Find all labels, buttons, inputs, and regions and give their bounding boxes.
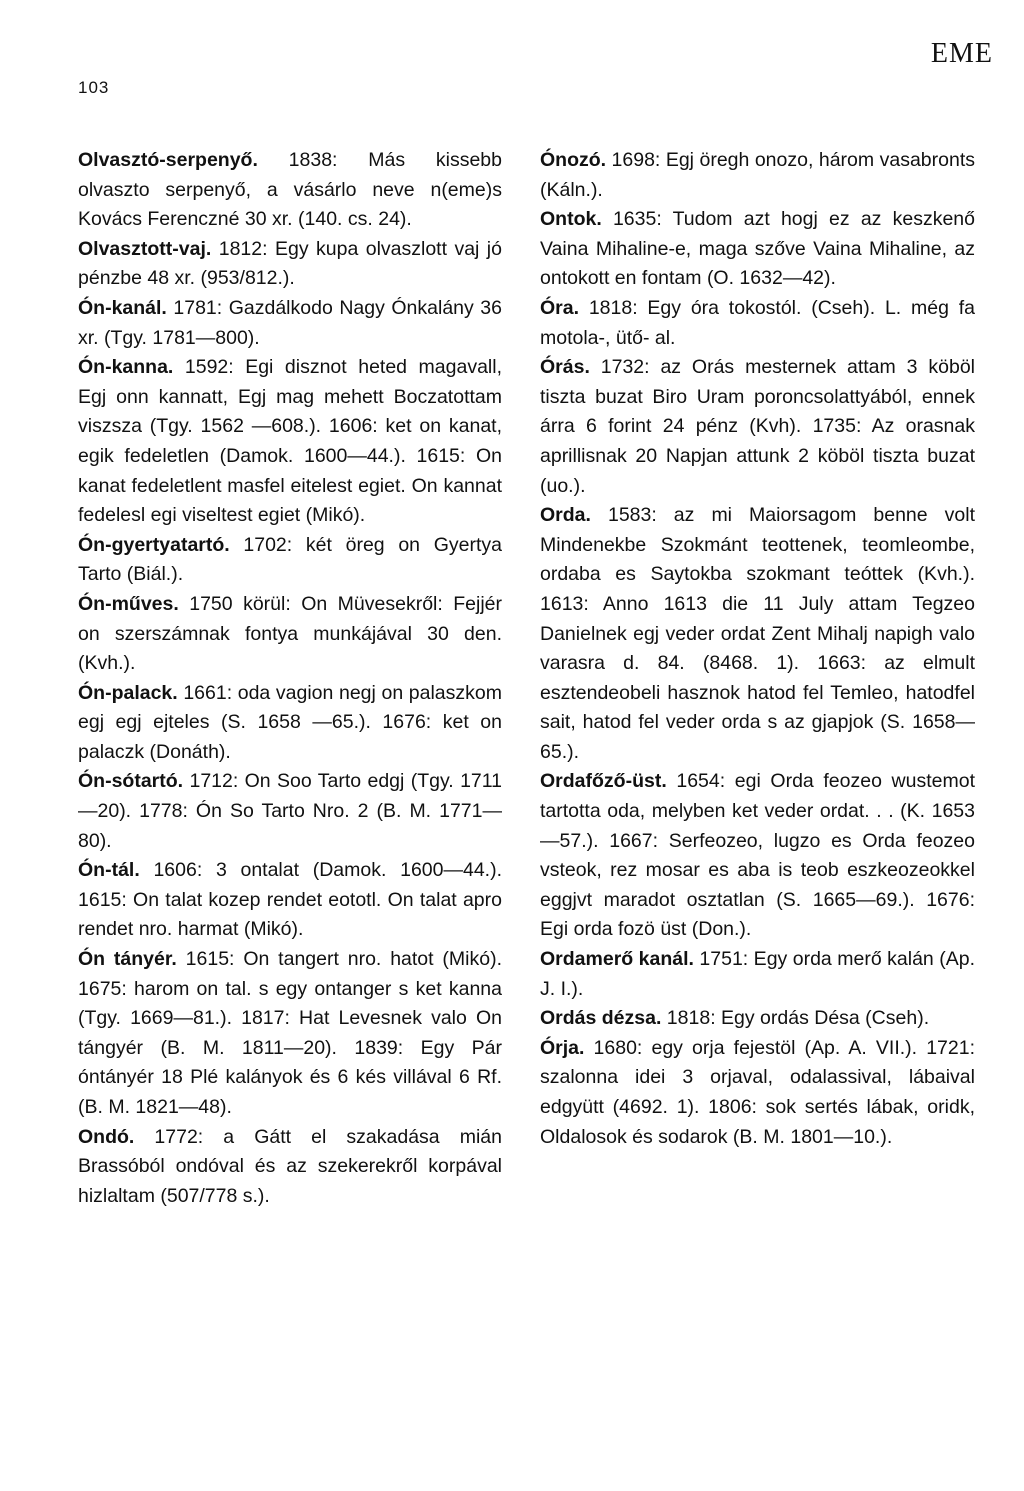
entry-headword: Ontok. <box>540 208 602 231</box>
entry-headword: Olvasztott-vaj. <box>78 237 212 260</box>
dictionary-entry <box>540 205 975 294</box>
entry-headword: Ordás dézsa. <box>540 1007 662 1030</box>
dictionary-entry <box>78 235 502 294</box>
dictionary-entry <box>78 1123 502 1212</box>
entry-text: 1818: Egy ordás Désa (Cseh). <box>661 1007 930 1030</box>
entry-text: 1698: Egj öregh onozo, három vasabronts (Káln.). <box>540 149 975 201</box>
right-column <box>540 146 975 1152</box>
entry-headword: Órja. <box>540 1036 585 1059</box>
entry-headword: Ón-kanna. <box>78 356 174 379</box>
entry-headword: Ón-műves. <box>78 592 179 615</box>
dictionary-entry <box>78 945 502 1123</box>
entry-text: 1615: On tangert nro. hatot (Mikó). 1675: harom on tal. s egy ontanger s ket kanna (Tgy. 1669—81.). 1817: Hat Levesnek valo On tángyér (B. M. 1811—20). 1839: Egy Pár óntányér 18 Plé kalányok és 6 kés villával 6 Rf. (B. M. 1821—48). <box>78 948 502 1118</box>
entry-text: 1592: Egi disznot heted magavall, Egj onn kannatt, Egj mag mehett Boczatottam viszsza (Tgy. 1562 —608.). 1606: ket on kanat, egik fedeletlen (Damok. 1600—44.). 1615: On kanat fedeletlent masfel eitelest egiet. On kannat fedelesl egi viseltest egiet (Mikó). <box>78 356 502 527</box>
page-number: 103 <box>78 78 110 97</box>
dictionary-entry <box>78 353 502 531</box>
entry-headword: Ondó. <box>78 1125 135 1148</box>
entry-headword: Olvasztó-serpenyő. <box>78 149 258 171</box>
entry-text: 1818: Egy óra tokostól. (Cseh). L. még fa motola-, ütő- al. <box>540 296 975 349</box>
entry-headword: Óra. <box>540 296 580 319</box>
entry-text: 1583: az mi Maiorsagom benne volt Mindenekbe Szokmánt teottenek, teomleombe, ordaba es Saytokba szokmant teóttek (Kvh.). 1613: Anno 1613 die 11 July attam Tegzeo Danielnek egj veder ordat Zent Mihalj napigh valo varasra d. 84. (8468. 1). 1663: az elmult esztendeobeli hasznok hatod fel Temleo, hatodfel sait, hatod fel veder orda s az gjapjok (S. 1658—65.). <box>540 504 975 763</box>
entry-text: 1654: egi Orda feozeo wustemot tartotta oda, melyben ket veder ordat. . . (K. 1653—57.). 1667: Serfeozeo, lugzo es Orda feozeo vsteok, rez mosar es aba is teob eszkeozeokkel eggjvt maradot osztatlan (S. 1665—69.). 1676: Egi orda fozö üst (Don.). <box>540 770 975 941</box>
entry-text: 1750 körül: On Müvesekről: Fejjér on szerszámnak fontya munkájával 30 den. (Kvh.). <box>78 592 502 675</box>
entry-text: 1606: 3 ontalat (Damok. 1600—44.). 1615: On talat kozep rendet eototl. On talat apro rendet nro. harmat (Mikó). <box>78 859 502 941</box>
entry-headword: Ón-tál. <box>78 859 140 882</box>
entry-text: 1702: két öreg on Gyertya Tarto (Biál.). <box>78 533 502 586</box>
page-header <box>78 38 993 98</box>
running-head: EME <box>930 38 993 69</box>
entry-headword: Ordafőző-üst. <box>540 770 667 793</box>
entry-text: 1772: a Gátt el szakadása mián Brassóból ondóval és az szekerekről korpával hizlaltam (507/778 s.). <box>78 1125 502 1207</box>
entry-text: 1680: egy orja fejestöl (Ap. A. VII.). 1721: szalonna idei 3 orjaval, odalassival, lábaival edgyütt (4692. 1). 1806: sok sertés lábak, oridk, Oldalosok és sodarok (B. M. 1801—10.). <box>540 1036 975 1148</box>
entry-headword: Ón-sótartó. <box>78 770 184 793</box>
entry-headword: Ón tányér. <box>78 948 177 971</box>
entry-headword: Ónozó. <box>540 149 607 171</box>
dictionary-entry <box>78 767 502 856</box>
left-column <box>78 146 502 1211</box>
dictionary-entry <box>78 679 502 768</box>
dictionary-entry <box>78 531 502 590</box>
entry-headword: Ón-kanál. <box>78 296 167 319</box>
dictionary-entry <box>78 294 502 353</box>
dictionary-entry <box>540 294 975 353</box>
dictionary-entry <box>540 945 975 1004</box>
dictionary-entry <box>540 767 975 945</box>
entry-text: 1732: az Orás mesternek attam 3 köböl tiszta buzat Biro Uram poroncsolattyából, ennek árra 6 forint 24 pénz (Kvh). 1735: Az orasnak aprillisnak 20 Napjan attunk 2 köböl tiszta buzat (uo.). <box>540 356 975 497</box>
dictionary-entry <box>540 146 975 205</box>
dictionary-entry <box>540 1034 975 1152</box>
dictionary-entry <box>540 501 975 767</box>
entry-text: 1838: Más kissebb olvaszto serpenyő, a vásárlo neve n(eme)s Kovács Ferenczné 30 xr. (140. cs. 24). <box>78 149 502 231</box>
entry-text: 1781: Gazdálkodo Nagy Ónkalány 36 xr. (Tgy. 1781—800). <box>78 296 502 349</box>
entry-headword: Ón-palack. <box>78 681 178 704</box>
entry-headword: Orda. <box>540 504 591 527</box>
dictionary-entry <box>540 1004 975 1034</box>
entry-headword: Ordamerő kanál. <box>540 948 694 971</box>
dictionary-entry <box>78 856 502 945</box>
dictionary-entry <box>540 353 975 501</box>
entry-headword: Ón-gyertyatartó. <box>78 533 230 556</box>
entry-text: 1751: Egy orda merő kalán (Ap. J. I.). <box>540 948 975 1000</box>
dictionary-entry <box>78 146 502 235</box>
entry-text: 1661: oda vagion negj on palaszkom egj egj ejteles (S. 1658 —65.). 1676: ket on palaczk (Donáth). <box>78 681 502 763</box>
entry-text: 1812: Egy kupa olvaszlott vaj jó pénzbe 48 xr. (953/812.). <box>78 237 502 290</box>
entry-headword: Órás. <box>540 356 590 379</box>
entry-text: 1712: On Soo Tarto edgj (Tgy. 1711—20). 1778: Ón So Tarto Nro. 2 (B. M. 1771—80). <box>78 770 502 852</box>
dictionary-entry <box>78 590 502 679</box>
entry-text: 1635: Tudom azt hogj ez az keszkenő Vaina Mihaline-e, maga szőve Vaina Mihaline, az ontokott en fontam (O. 1632—42). <box>540 208 975 290</box>
